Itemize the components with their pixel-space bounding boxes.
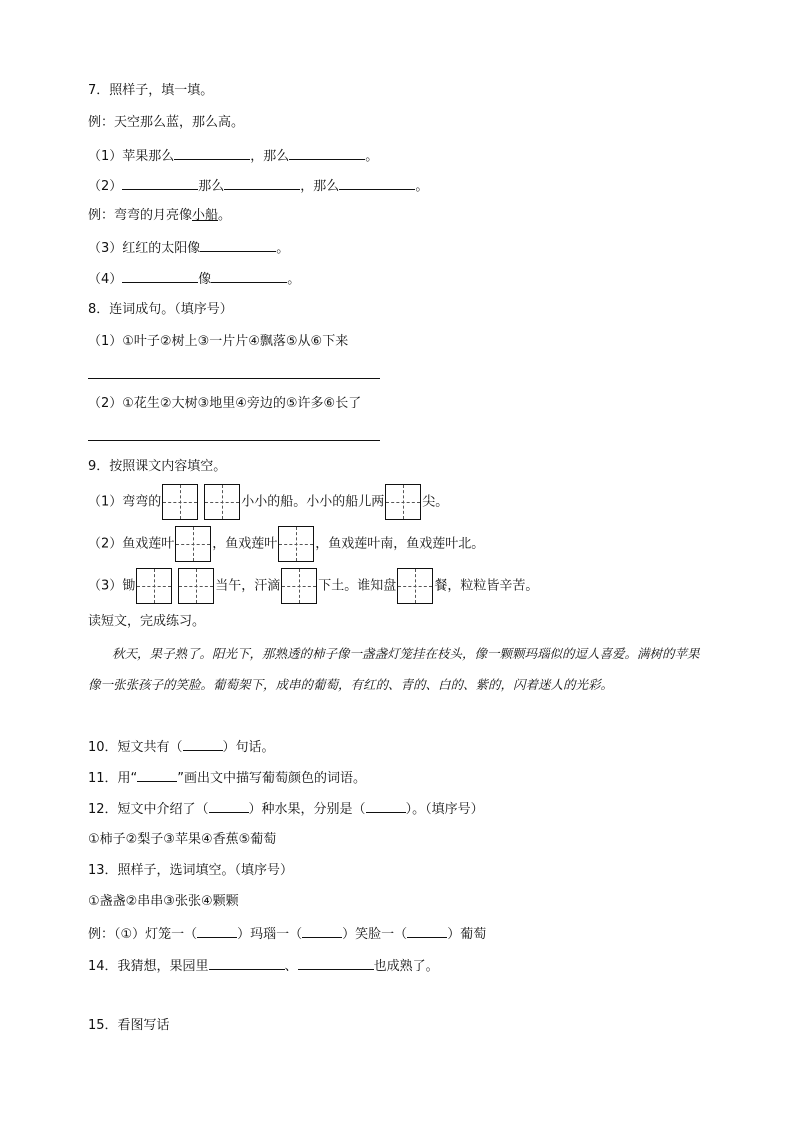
answer-blank[interactable] xyxy=(200,238,276,252)
q8-item-1: （1）①叶子②树上③一片片④飘落⑤从⑥下来 xyxy=(88,334,349,349)
q7-item-4: （4） 像 。 xyxy=(88,269,300,289)
q9-item-1: （1）弯弯的 小小的船。小小的船儿两 尖。 xyxy=(88,484,448,521)
answer-blank[interactable] xyxy=(339,176,415,190)
answer-line[interactable] xyxy=(88,440,380,441)
q12-options: ①柿子②梨子③苹果④香蕉⑤葡萄 xyxy=(88,832,277,847)
q9-title: 9．按照课文内容填空。 xyxy=(88,459,227,474)
tianzige-box[interactable] xyxy=(397,568,433,604)
q7-item-3: （3）红红的太阳像 。 xyxy=(88,238,289,258)
reading-passage: 秋天，果子熟了。阳光下，那熟透的柿子像一盏盏灯笼挂在枝头，像一颗颗玛瑙似的逗人喜爱。满树的苹果像一张张孩子的笑脸。葡萄架下，成串的葡萄，有红的、青的、白的、紫的，闪着迷人的光彩。 xyxy=(88,646,700,692)
q14: 14．我猜想，果园里 、 也成熟了。 xyxy=(88,956,439,976)
answer-blank[interactable] xyxy=(122,269,198,283)
q10: 10．短文共有（ ）句话。 xyxy=(88,740,275,755)
reading-intro: 读短文，完成练习。 xyxy=(88,614,206,629)
answer-blank[interactable] xyxy=(174,146,250,160)
tianzige-box[interactable] xyxy=(385,484,421,520)
tianzige-box[interactable] xyxy=(204,484,240,520)
answer-blank[interactable] xyxy=(224,176,300,190)
q13-title: 13．照样子，选词填空。（填序号） xyxy=(88,863,294,878)
answer-blank[interactable] xyxy=(302,925,342,938)
answer-blank[interactable] xyxy=(211,269,287,283)
answer-blank[interactable] xyxy=(122,176,198,190)
q8-item-2: （2）①花生②大树③地里④旁边的⑤许多⑥长了 xyxy=(88,396,362,411)
answer-blank[interactable] xyxy=(197,925,237,938)
q8-title: 8．连词成句。（填序号） xyxy=(88,302,233,317)
q7-example-2: 例：弯弯的月亮像小船。 xyxy=(88,208,232,223)
q7-item-1: （1）苹果那么 ，那么 。 xyxy=(88,146,378,166)
q7-example-1: 例：天空那么蓝，那么高。 xyxy=(88,115,245,130)
q15-title: 15．看图写话 xyxy=(88,1018,170,1033)
q13-example: 例：（①）灯笼一（ ）玛瑙一（ ）笑脸一（ ）葡萄 xyxy=(88,927,487,942)
q9-item-2: （2）鱼戏莲叶 ，鱼戏莲叶 ，鱼戏莲叶南，鱼戏莲叶北。 xyxy=(88,526,484,563)
tianzige-box[interactable] xyxy=(278,526,314,562)
answer-blank[interactable] xyxy=(209,800,249,813)
answer-blank[interactable] xyxy=(209,956,285,970)
q7-item-2: （2） 那么 ，那么 。 xyxy=(88,176,428,196)
tianzige-box[interactable] xyxy=(162,484,198,520)
answer-blank[interactable] xyxy=(183,738,223,751)
q12: 12．短文中介绍了（ ）种水果，分别是（ ）。（填序号） xyxy=(88,802,484,817)
tianzige-box[interactable] xyxy=(281,568,317,604)
answer-blank[interactable] xyxy=(407,925,447,938)
answer-blank[interactable] xyxy=(289,146,365,160)
answer-blank[interactable] xyxy=(298,956,374,970)
tianzige-box[interactable] xyxy=(136,568,172,604)
q7-title: 7．照样子，填一填。 xyxy=(88,83,214,98)
answer-line[interactable] xyxy=(88,378,380,379)
answer-blank[interactable] xyxy=(366,800,406,813)
q9-item-3: （3）锄 当午，汗滴 下土。谁知盘 餐，粒粒皆辛苦。 xyxy=(88,568,538,605)
underline-sample xyxy=(137,769,177,782)
q11: 11．用“ ”画出文中描写葡萄颜色的词语。 xyxy=(88,771,367,786)
tianzige-box[interactable] xyxy=(175,526,211,562)
q13-options: ①盏盏②串串③张张④颗颗 xyxy=(88,894,239,909)
tianzige-box[interactable] xyxy=(178,568,214,604)
underlined-word: 小船 xyxy=(192,208,219,223)
